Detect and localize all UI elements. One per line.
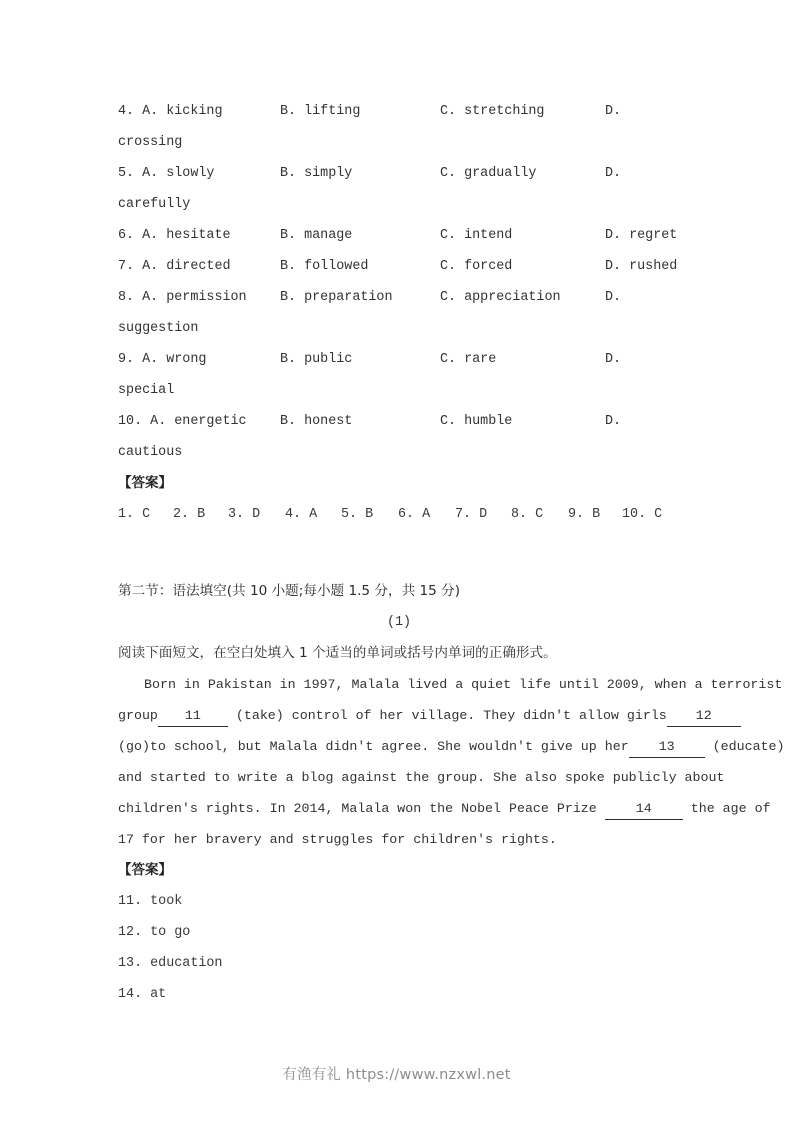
mcq-option-a-label: A. wrong [142,352,207,367]
passage-text: (go)to school, but Malala didn't agree. She wouldn't give up her [118,739,629,754]
passage-text: (educate) [712,739,785,754]
section-spacer [118,530,680,576]
mcq-option-d-overflow: special [118,383,175,398]
mcq-option-a[interactable] [118,96,222,127]
passage-line [118,669,783,700]
answer-key-item: 7. D [455,507,488,522]
mcq-option-d-overflow: cautious [118,445,183,460]
answer-heading: 【答案】 [118,475,172,491]
mcq-option-a[interactable] [118,406,247,437]
grammar-answer-item: 13. education [118,956,223,971]
passage-label: (1) [386,615,412,630]
grammar-answer-item: 14. at [118,987,167,1002]
mcq-option-d-overflow: suggestion [118,321,199,336]
mcq-option-d[interactable]: D. [605,104,622,119]
mcq-option-c[interactable]: C. rare [440,352,497,367]
mcq-option-a-label: A. slowly [142,166,215,181]
passage-text: Born in Pakistan in 1997, Malala lived a quiet life until 2009, when a terrorist [144,677,783,692]
mcq-option-b[interactable]: B. followed [280,259,369,274]
mcq-option-a[interactable] [118,220,231,251]
mcq-option-b[interactable]: B. preparation [280,290,393,305]
section-instruction: 阅读下面短文，在空白处填入 1 个适当的单词或括号内单词的正确形式。 [118,645,557,661]
blank-12[interactable]: 12 [667,706,741,727]
mcq-option-a[interactable] [118,251,231,282]
mcq-option-c[interactable]: C. appreciation [440,290,561,305]
answer-key-item: 8. C [511,507,544,522]
mcq-option-a[interactable] [118,344,206,375]
mcq-number: 5. [118,166,135,181]
mcq-option-d-overflow: carefully [118,197,191,212]
answer-key-item: 10. C [622,507,663,522]
mcq-number: 7. [118,259,135,274]
mcq-row [118,344,680,375]
mcq-option-a-label: A. directed [142,259,231,274]
section-heading: 第二节：语法填空(共 10 小题;每小题 1.5 分，共 15 分) [118,583,461,599]
mcq-option-c[interactable]: C. humble [440,414,513,429]
passage-text: 17 for her bravery and struggles for children's rights. [118,832,557,847]
passage-line [118,700,712,731]
mcq-number: 8. [118,290,135,305]
mcq-option-d[interactable]: D. [605,290,622,305]
blank-11[interactable]: 11 [158,706,228,727]
answer-key-item: 2. B [173,507,206,522]
document-content [118,96,785,1010]
mcq-number: 9. [118,352,135,367]
passage-text: group [118,708,158,723]
answer-key-item: 5. B [341,507,374,522]
passage-text: children's rights. In 2014, Malala won the Nobel Peace Prize [118,801,597,816]
mcq-option-b[interactable]: B. lifting [280,104,361,119]
grammar-answer-item: 11. took [118,894,183,909]
mcq-row [118,96,680,127]
mcq-option-d[interactable]: D. rushed [605,259,678,274]
mcq-option-d[interactable]: D. [605,166,622,181]
answer-key-row [118,499,680,530]
mcq-number: 4. [118,104,135,119]
answer-key-item: 1. C [118,507,151,522]
blank-13[interactable]: 13 [629,737,705,758]
passage-line [118,731,785,762]
mcq-option-c[interactable]: C. stretching [440,104,545,119]
mcq-option-d[interactable]: D. regret [605,228,678,243]
mcq-number: 6. [118,228,135,243]
mcq-option-a-label: A. kicking [142,104,223,119]
footer-watermark: 有渔有礼 https://www.nzxwl.net [282,1067,511,1083]
cloze-options-block [118,96,680,468]
mcq-row [118,251,680,282]
passage-line [118,793,771,824]
mcq-option-a-label: A. permission [142,290,247,305]
passage-text: the age of [690,801,771,816]
mcq-row [118,282,680,313]
mcq-option-c[interactable]: C. forced [440,259,513,274]
mcq-option-d-overflow: crossing [118,135,183,150]
blank-14[interactable]: 14 [605,799,683,820]
mcq-option-b[interactable]: B. simply [280,166,353,181]
mcq-option-c[interactable]: C. intend [440,228,513,243]
mcq-row [118,158,680,189]
answer-key-item: 4. A [285,507,318,522]
mcq-option-d[interactable]: D. [605,352,622,367]
passage-text: (take) control of her village. They didn't allow girls [235,708,667,723]
passage-block [118,669,785,855]
mcq-option-a-label: A. hesitate [142,228,231,243]
mcq-option-c[interactable]: C. gradually [440,166,537,181]
mcq-option-a-label: A. energetic [150,414,247,429]
mcq-option-b[interactable]: B. manage [280,228,353,243]
mcq-row [118,406,680,437]
mcq-option-d[interactable]: D. [605,414,622,429]
grammar-answer-item: 12. to go [118,925,191,940]
passage-line [118,762,725,793]
answer-key-item: 9. B [568,507,601,522]
mcq-number: 10. [118,414,143,429]
answer-key-item: 6. A [398,507,431,522]
mcq-option-a[interactable] [118,158,214,189]
mcq-option-b[interactable]: B. public [280,352,353,367]
answer-heading: 【答案】 [118,862,172,878]
mcq-option-b[interactable]: B. honest [280,414,353,429]
mcq-row [118,220,680,251]
passage-text: and started to write a blog against the group. She also spoke publicly about [118,770,725,785]
passage-line [118,824,680,855]
answer-key-item: 3. D [228,507,261,522]
mcq-option-a[interactable] [118,282,247,313]
